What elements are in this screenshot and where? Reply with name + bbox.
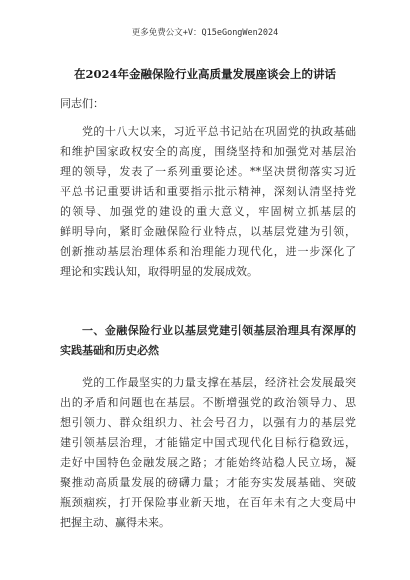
paragraph-line: 出的矛盾和问题也在基层。不断增强党的政治领导力、思 (60, 396, 356, 409)
section-heading (60, 321, 356, 361)
paragraph-intro (60, 122, 356, 282)
paragraph-line: 理论和实践认知，取得明显的发展成效。 (60, 265, 258, 278)
paragraph-section1 (60, 373, 356, 533)
paragraph-line: 的领导、加强党的建设的重大意义，牢固树立抓基层的 (60, 205, 356, 218)
salutation: 同志们： (60, 97, 104, 110)
heading-line: 一、金融保险行业以基层党建引领基层治理具有深厚的 (82, 324, 356, 337)
paragraph-line: 党的十八大以来，习近平总书记站在巩固党的执政基础 (82, 125, 356, 138)
paragraph-line: 聚推动高质量发展的磅礴力量；才能夯实发展基础、突破 (60, 476, 356, 489)
paragraph-line: 想引领力、群众组织力、社会号召力，以强有力的基层党 (60, 416, 356, 429)
paragraph-line: 把握主动、赢得未来。 (60, 516, 170, 529)
paragraph-line: 创新推动基层治理体系和治理能力现代化，进一步深化了 (60, 245, 356, 258)
header-note: 更多免费公文+V：Q15eGongWen2024 (131, 28, 279, 38)
document-title: 在2024年金融保险行业高质量发展座谈会上的讲话 (73, 67, 336, 81)
paragraph-line: 建引领基层治理，才能锚定中国式现代化目标行稳致远， (60, 436, 356, 449)
paragraph-line: 和维护国家政权安全的高度，围绕坚持和加强党对基层治 (60, 145, 356, 158)
heading-line: 实践基础和历史必然 (60, 344, 159, 357)
paragraph-line: 瓶颈痼疾，打开保险事业新天地，在百年未有之大变局中 (60, 496, 356, 509)
paragraph-line: 理的领导，发表了一系列重要论述。**坚决贯彻落实习近 (60, 165, 356, 178)
paragraph-line: 鲜明导向，紧盯金融保险行业特点，以基层党建为引领， (60, 225, 356, 238)
paragraph-line: 走好中国特色金融发展之路；才能始终站稳人民立场，凝 (60, 456, 356, 469)
paragraph-line: 平总书记重要讲话和重要指示批示精神，深刻认清坚持党 (60, 185, 356, 198)
paragraph-line: 党的工作最坚实的力量支撑在基层，经济社会发展最突 (82, 376, 356, 389)
